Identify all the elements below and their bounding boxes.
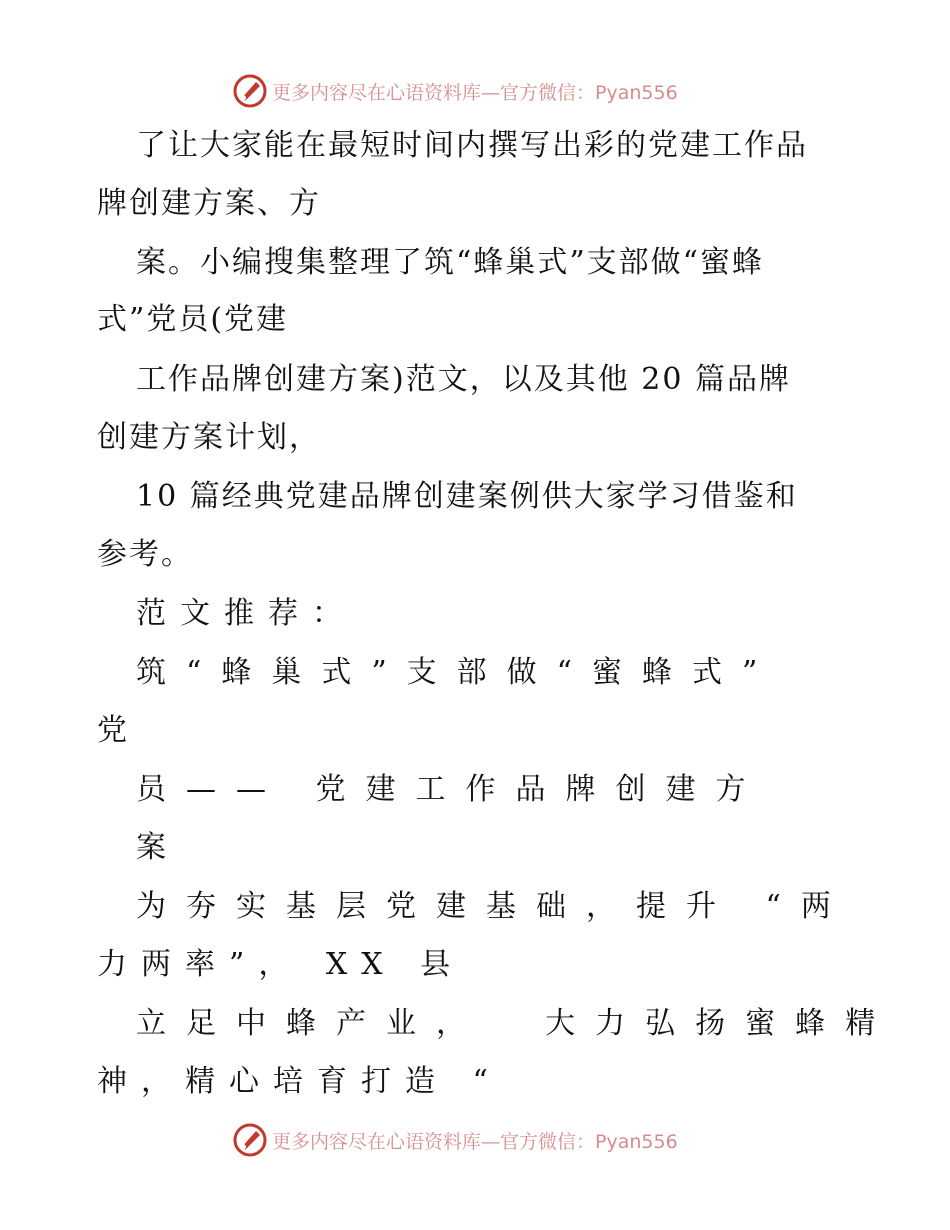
section-heading: 范文推荐： [136, 596, 356, 631]
paragraph-line: 创建方案计划， [97, 420, 321, 455]
paragraph-line: 了让大家能在最短时间内撰写出彩的党建工作品 [136, 128, 808, 163]
paragraph-line: 参考。 [97, 537, 193, 572]
title-line: 案 [136, 830, 168, 865]
title-line: 员—— 党建工作品牌创建方 [136, 772, 766, 807]
paragraph-line: 案。小编搜集整理了筑“蜂巢式”支部做“蜜蜂 [136, 245, 765, 280]
watermark-text: 更多内容尽在心语资料库—官方微信：Pyan556 [272, 1130, 678, 1153]
paragraph-line: 神，精心培育打造 “ [97, 1064, 502, 1099]
paragraph-line: 工作品牌创建方案)范文，以及其他 20 篇品牌 [136, 362, 791, 397]
paragraph-line: 式”党员(党建 [97, 302, 289, 337]
pen-logo-icon [232, 1122, 268, 1158]
paragraph-line: 为夯实基层党建基础，提升 “两 [136, 889, 851, 924]
paragraph-line: 10 篇经典党建品牌创建案例供大家学习借鉴和 [136, 479, 798, 514]
paragraph-line: 力两率”， XX 县 [97, 947, 465, 982]
watermark-banner-bottom [232, 1120, 732, 1160]
watermark-text: 更多内容尽在心语资料库—官方微信：Pyan556 [272, 81, 678, 104]
watermark-banner-top [232, 71, 732, 111]
paragraph-line: 立足中蜂产业， 大力弘扬蜜蜂精 [136, 1006, 896, 1041]
paragraph-line: 牌创建方案、方 [97, 186, 321, 221]
title-line: 党 [97, 713, 129, 748]
title-line: 筑“蜂巢式”支部做“蜜蜂式” [136, 655, 778, 690]
pen-logo-icon [232, 73, 268, 109]
